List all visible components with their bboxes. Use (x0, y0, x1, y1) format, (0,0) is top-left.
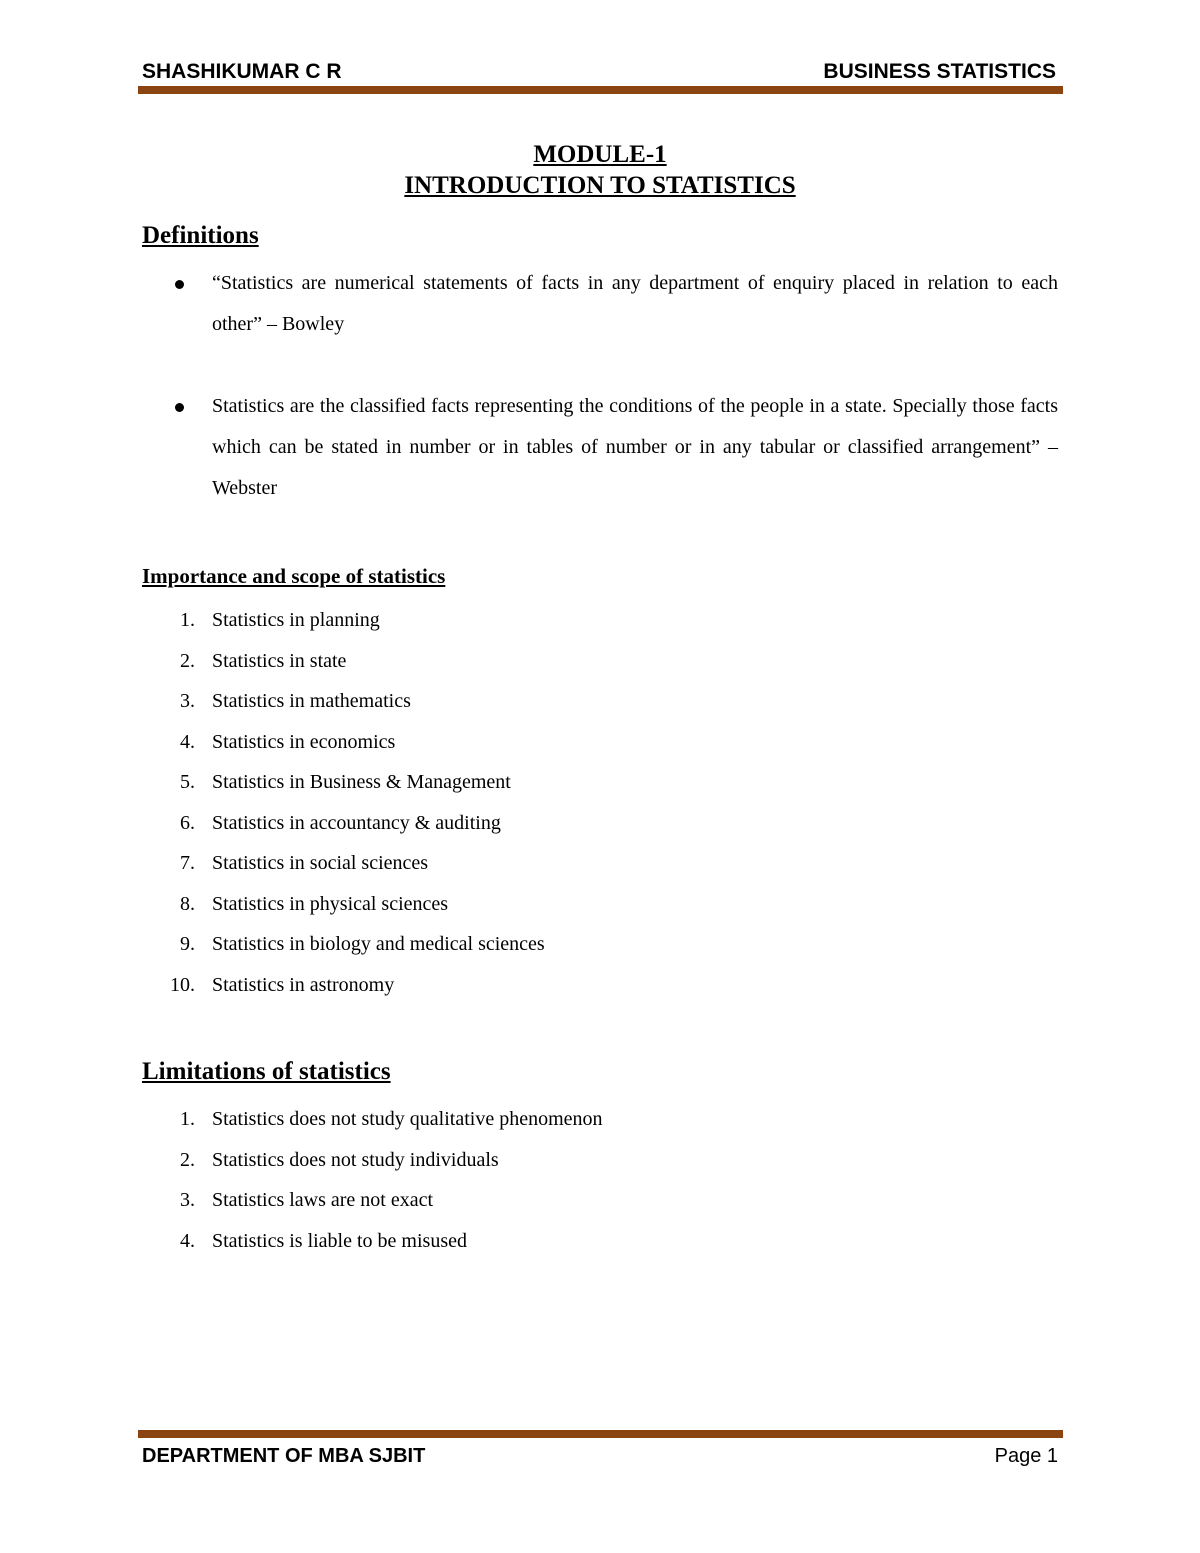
list-number: 2. (180, 649, 195, 672)
page-footer (142, 1444, 1058, 1468)
list-text: Statistics does not study qualitative phenomenon (212, 1108, 603, 1130)
list-text: Statistics in physical sciences (212, 892, 449, 915)
list-number: 9. (180, 933, 195, 955)
list-text: Statistics in accountancy & auditing (212, 811, 501, 834)
list-text: Statistics in state (212, 649, 347, 672)
list-number: 10. (170, 973, 195, 996)
list-text: Statistics in economics (212, 730, 396, 753)
list-text: Statistics in Business & Management (212, 771, 511, 793)
bullet-icon (175, 280, 184, 289)
page-header (142, 60, 1056, 84)
list-number: 1. (180, 1108, 195, 1130)
list-number: 6. (180, 811, 195, 834)
list-text: Statistics does not study individuals (212, 1148, 499, 1171)
list-text: Statistics in social sciences (212, 852, 429, 874)
bullet-icon (175, 403, 184, 412)
list-number: 1. (180, 609, 195, 631)
list-number: 3. (180, 1189, 195, 1211)
definitions-heading: Definitions (142, 222, 259, 249)
list-text: Statistics in mathematics (212, 690, 411, 712)
list-number: 3. (180, 690, 195, 712)
limitations-heading: Limitations of statistics (142, 1058, 391, 1085)
header-subject: BUSINESS STATISTICS (823, 60, 1056, 83)
header-rule (138, 86, 1063, 94)
list-number: 8. (180, 892, 195, 915)
list-text: Statistics in astronomy (212, 973, 395, 996)
page-number: Page 1 (994, 1445, 1058, 1467)
list-number: 4. (180, 730, 195, 753)
list-number: 2. (180, 1148, 195, 1171)
footer-rule (138, 1430, 1063, 1438)
list-text: Statistics laws are not exact (212, 1189, 434, 1211)
list-number: 4. (180, 1229, 195, 1252)
header-author: SHASHIKUMAR C R (142, 60, 342, 83)
list-text: Statistics in biology and medical sciences (212, 933, 545, 955)
footer-department: DEPARTMENT OF MBA SJBIT (142, 1445, 426, 1467)
list-number: 5. (180, 771, 195, 793)
list-number: 7. (180, 852, 195, 874)
definition-webster: Statistics are the classified facts representing the conditions of the people in a state. Specially those facts which can be stated in number or in tables of number or in any tabular or classified arrangement” – Webster (212, 395, 1058, 499)
list-text: Statistics is liable to be misused (212, 1229, 467, 1252)
chapter-title: INTRODUCTION TO STATISTICS (404, 172, 796, 199)
definition-bowley: “Statistics are numerical statements of facts in any department of enquiry placed in relation to each other” – Bowley (212, 272, 1058, 335)
importance-heading: Importance and scope of statistics (142, 564, 446, 588)
module-title: MODULE-1 (533, 141, 667, 168)
list-text: Statistics in planning (212, 609, 380, 631)
